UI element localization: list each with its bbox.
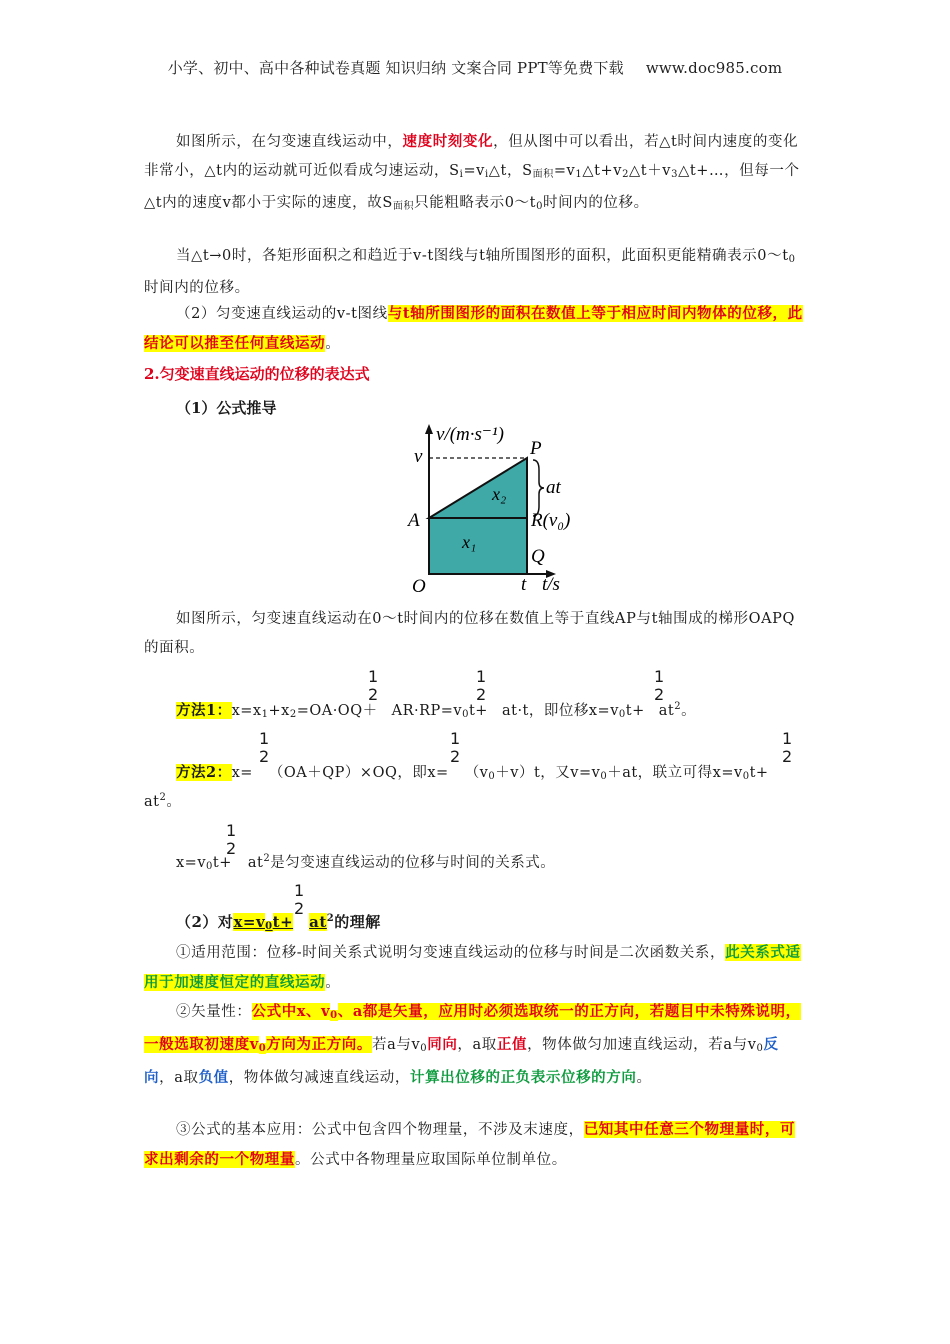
fraction-half: 1 2: [368, 667, 379, 704]
x-axis-label: t/s: [542, 574, 560, 595]
method1-label: 方法1：: [176, 702, 232, 719]
vt-graph-figure: [400, 420, 590, 600]
fraction-half: 1 2: [654, 667, 665, 704]
fraction-half: 1 2: [294, 881, 305, 918]
label-O: O: [412, 576, 426, 597]
header-title: 小学、初中、高中各种试卷真题 知识归纳 文案合同 PPT等免费下载: [167, 59, 624, 77]
label-R: R(v₀): [531, 510, 571, 531]
paragraph-area-approximation: 如图所示，在匀变速直线运动中，速度时刻变化，但从图中可以看出，若△t时间内速度的变化非常小，△t内的运动就可近似看成匀速运动，$S_i=v_i\triangle t$，$S_{面积}=v_1\triangle t+v_2\triangle t+v_3\triangle t+\dots$，但每一个△t内的速度v都小于实际的速度，故$S_{面积}$只能粗略表示$0\sim t_0$时间内的位移。: [144, 133, 800, 212]
subheading-derivation: （1）公式推导: [176, 399, 277, 417]
method2-equation-end: $at^2$。: [144, 792, 182, 810]
highlight-area-displacement: 与t轴所围图形的面积在数值上等于相应时间内物体的位移，此结论可以推至任何直线运动: [144, 305, 803, 352]
trapezoid-x2-region: [429, 458, 527, 518]
label-Q: Q: [531, 546, 545, 567]
y-axis-arrow: [425, 424, 433, 434]
label-A: A: [408, 510, 420, 531]
item-basic-application: ③公式的基本应用：公式中包含四个物理量，不涉及末速度，已知其中任意三个物理量时，可求出剩余的一个物理量。公式中各物理量应取国际单位制单位。: [144, 1121, 796, 1168]
label-at: at: [546, 477, 561, 498]
section-heading-displacement-formula: 2.匀变速直线运动的位移的表达式: [144, 365, 370, 383]
label-x2: x₂: [492, 484, 507, 504]
fraction-half: 1 2: [259, 729, 270, 766]
rectangle-x1-region: [429, 518, 527, 574]
fraction-half: 1 2: [226, 821, 237, 858]
method2-label: 方法2：: [176, 764, 232, 781]
label-P: P: [530, 438, 542, 459]
paragraph-vt-area-conclusion: （2）匀变速直线运动的v-t图线与t轴所围图形的面积在数值上等于相应时间内物体的位移，此结论可以推至任何直线运动。: [144, 305, 803, 352]
page-header: [0, 57, 950, 78]
header-url[interactable]: www.doc985.com: [645, 59, 783, 77]
fraction-half: 1 2: [782, 729, 793, 766]
subheading-understanding: （2）对$x=v_0t+ at^2$的理解: [176, 913, 381, 932]
label-x1: x₁: [462, 532, 477, 552]
label-v: v: [414, 446, 423, 467]
highlight-scope: 此关系式适用于加速度恒定的直线运动: [144, 944, 801, 991]
label-t: t: [521, 574, 527, 595]
brace-at: [533, 460, 544, 516]
emphasis-velocity-changes: 速度时刻变化: [402, 133, 494, 150]
fraction-half: 1 2: [476, 667, 487, 704]
fraction-half: 1 2: [450, 729, 461, 766]
displacement-time-formula: $x=v_0t+ at^2$是匀变速直线运动的位移与时间的关系式。: [176, 853, 556, 872]
y-axis-label: v/(m·s⁻¹): [436, 424, 504, 445]
item-scope: ①适用范围：位移-时间关系式说明匀变速直线运动的位移与时间是二次函数关系，此关系式适用于加速度恒定的直线运动。: [144, 944, 801, 991]
paragraph-limit: 当△t→0时，各矩形面积之和趋近于v-t图线与t轴所围图形的面积，此面积更能精确表示$0\sim t_0$时间内的位移。: [144, 248, 796, 296]
paragraph-trapezoid-area: 如图所示，匀变速直线运动在0～t时间内的位移在数值上等于直线AP与t轴围成的梯形OAPQ的面积。: [144, 611, 796, 656]
method2-equation: 方法2：x= （OA＋QP）×OQ，即$x= (v_0+v)t$，又$v=v_0+at$，联立可得$x=v_0t+$: [176, 764, 769, 782]
method1-equation: 方法1：$x=x_1+x_2=OA\cdot OQ+ AR\cdot RP=v_0t+ at\cdot t$，即位移$x=v_0t+ at^2$。: [176, 701, 697, 720]
item-vector-nature: ②矢量性：公式中x、$v_0$、a都是矢量，应用时必须选取统一的正方向，若题目中未特殊说明，一般选取初速度$v_0$方向为正方向。若a与$v_0$同向，a取正值，物体做匀加速直线运动，若a与$v_0$反向，a取负值，物体做匀减速直线运动，计算出位移的正负表示位移的方向。: [144, 1003, 801, 1086]
